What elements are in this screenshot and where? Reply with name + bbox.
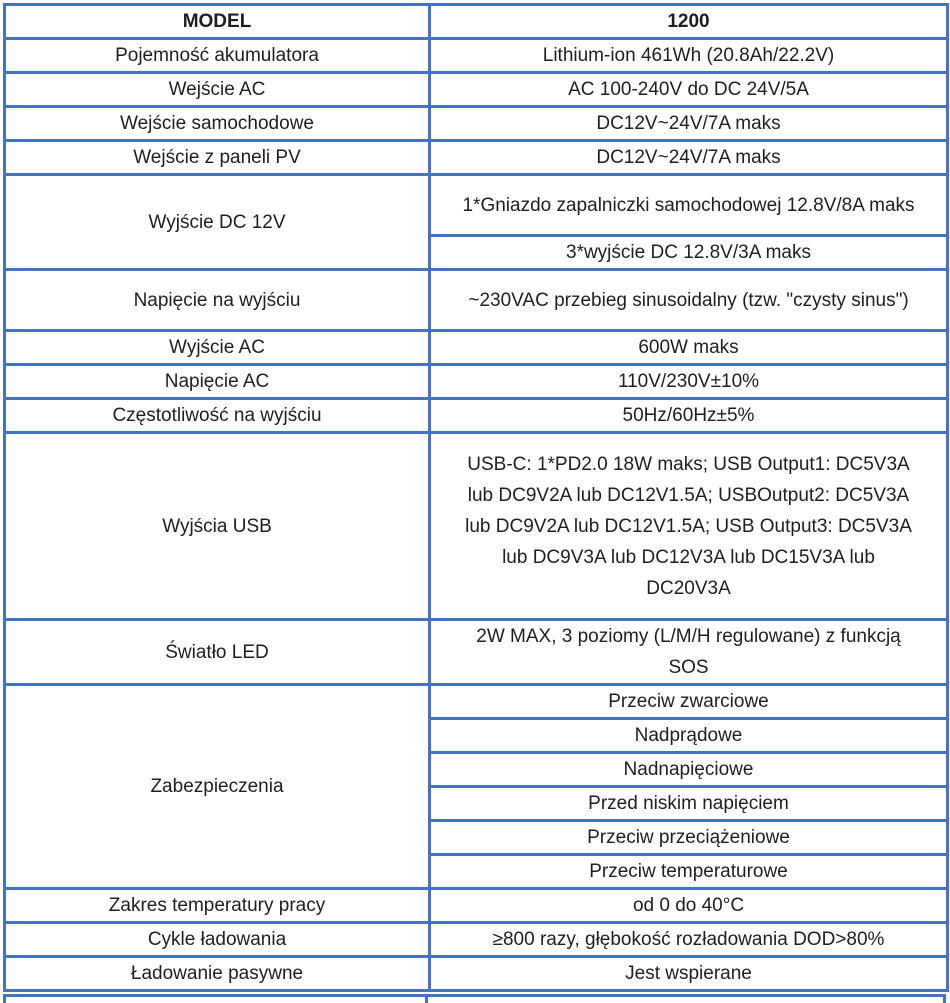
table-row [5,331,948,365]
table-row [5,107,948,141]
spec-value-cell: DC12V~24V/7A maks [430,141,948,175]
spec-label-cell: Częstotliwość na wyjściu [5,399,430,433]
spec-label-cell: Pojemność akumulatora [5,39,430,73]
spec-value-cell: Jest wspierane [430,957,948,991]
spec-value-cell: ≥800 razy, głębokość rozładowania DOD>80% [430,923,948,957]
spec-value-cell: 1*Gniazdo zapalniczki samochodowej 12.8V/8A maks [430,175,948,236]
spec-label-cell: Zabezpieczenia [5,685,430,889]
cutoff-right-border [943,997,946,1003]
table-row [5,141,948,175]
spec-value-cell: AC 100-240V do DC 24V/5A [430,73,948,107]
table-row [5,433,948,620]
spec-value-cell: 600W maks [430,331,948,365]
spec-value-cell: Przeciw zwarciowe [430,685,948,719]
cutoff-left-border [3,997,6,1003]
spec-label-cell: Wyjście DC 12V [5,175,430,270]
spec-value-cell: 2W MAX, 3 poziomy (L/M/H regulowane) z funkcją SOS [430,620,948,685]
spec-label-cell: Ładowanie pasywne [5,957,430,991]
spec-label-cell: Wejście AC [5,73,430,107]
table-row [5,620,948,685]
cutoff-next-row [3,994,946,1000]
spec-value-cell: Przeciw przeciążeniowe [430,821,948,855]
spec-label-cell: Wyjścia USB [5,433,430,620]
table-row [5,73,948,107]
spec-label-cell: Wyjście AC [5,331,430,365]
spec-value-cell: Nadnapięciowe [430,753,948,787]
spec-value-cell: USB-C: 1*PD2.0 18W maks; USB Output1: DC5V3A lub DC9V2A lub DC12V1.5A; USBOutput2: DC5V3A lub DC9V2A lub DC12V1.5A; USB Output3: DC5V3A lub DC9V3A lub DC12V3A lub DC15V3A lub DC20V3A [430,433,948,620]
table-row [5,923,948,957]
spec-value-cell: Lithium-ion 461Wh (20.8Ah/22.2V) [430,39,948,73]
spec-label-cell: Zakres temperatury pracy [5,889,430,923]
table-row [5,957,948,991]
table-header-row [5,5,948,39]
spec-value-cell: 50Hz/60Hz±5% [430,399,948,433]
spec-value-cell: Przeciw temperaturowe [430,855,948,889]
table-row [5,889,948,923]
spec-value-cell: od 0 do 40°C [430,889,948,923]
spec-label-cell: Światło LED [5,620,430,685]
spec-table [3,3,949,992]
header-model-cell: MODEL [5,5,430,39]
table-row [5,39,948,73]
table-row [5,365,948,399]
spec-label-cell: Napięcie AC [5,365,430,399]
table-row [5,175,948,236]
table-row [5,270,948,331]
spec-value-cell: 3*wyjście DC 12.8V/3A maks [430,236,948,270]
table-row [5,399,948,433]
spec-value-cell: DC12V~24V/7A maks [430,107,948,141]
spec-value-cell: ~230VAC przebieg sinusoidalny (tzw. "czysty sinus") [430,270,948,331]
spec-label-cell: Wejście samochodowe [5,107,430,141]
spec-value-cell: Przed niskim napięciem [430,787,948,821]
spec-label-cell: Napięcie na wyjściu [5,270,430,331]
spec-label-cell: Wejście z paneli PV [5,141,430,175]
table-row [5,685,948,719]
header-value-cell: 1200 [430,5,948,39]
spec-value-cell: 110V/230V±10% [430,365,948,399]
spec-label-cell: Cykle ładowania [5,923,430,957]
spec-value-cell: Nadprądowe [430,719,948,753]
cutoff-divider-border [425,997,428,1003]
